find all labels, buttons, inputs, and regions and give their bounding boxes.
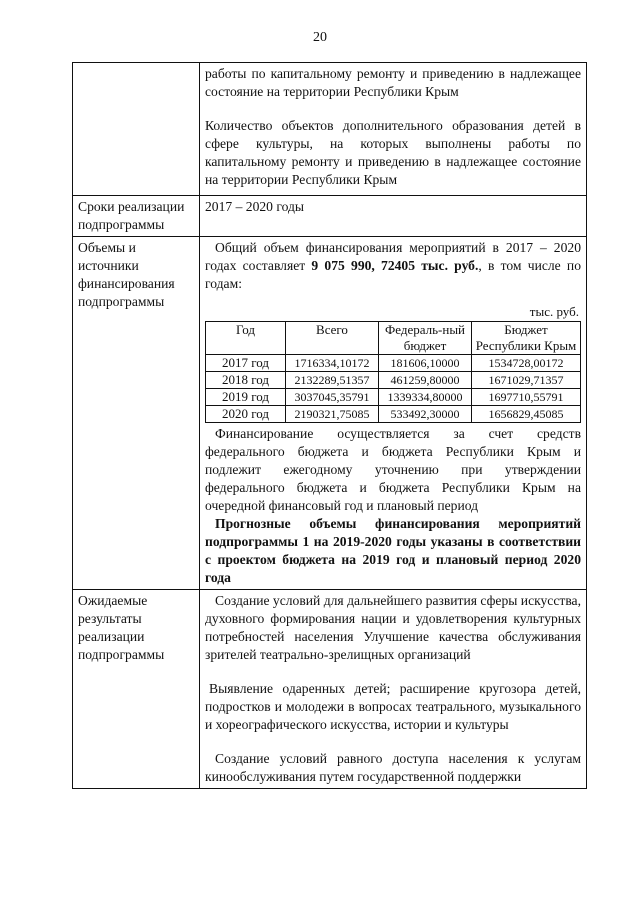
header-regional: Бюджет Республики Крым [472,322,581,355]
row-regional: 1671029,71357 [472,372,581,389]
target-indicator-2: Количество объектов дополнительного образования детей в сфере культуры, на которых выполнены работы по капитальному ремонту и приведению в надлежащее состояние на территории Республики Крым [205,118,581,187]
header-year: Год [206,322,286,355]
result-paragraph-3: Создание условий равного доступа населения к услугам кинообслуживания путем государственной поддержки [205,751,581,784]
funding-by-year-table [205,321,581,423]
row-federal: 1339334,80000 [379,389,472,406]
table-row [206,406,581,423]
target-indicator-1: работы по капитальному ремонту и приведению в надлежащее состояние на территории Республики Крым [205,66,581,99]
header-total: Всего [286,322,379,355]
funding-intro-start: Общий объем финансирования мероприятий в 2017 – 2020 годах составляет [205,240,581,273]
results-value-cell [200,590,587,789]
row-year: 2020 год [206,406,286,423]
row-federal: 181606,10000 [379,355,472,372]
row-year: 2017 год [206,355,286,372]
funding-intro [205,239,581,293]
row-regional: 1697710,55791 [472,389,581,406]
table-row [206,355,581,372]
row-total: 2132289,51357 [286,372,379,389]
funding-forecast-note: Прогнозные объемы финансирования мероприятий подпрограммы 1 на 2019-2020 годы указаны в соответствии с проектом бюджета на 2019 год и плановый период 2020 года [205,516,581,585]
row-total: 1716334,10172 [286,355,379,372]
row-year: 2018 год [206,372,286,389]
row-results [73,590,587,789]
period-label: Сроки реализации подпрограммы [73,196,200,237]
funding-note: Финансирование осуществляется за счет средств федерального бюджета и бюджета Республики Крым и подлежит ежегодному уточнению при утверждении федерального бюджета и бюджета Республики Крым на очередной финансовый год и плановый период [205,426,581,513]
table-row [206,389,581,406]
table-row [206,372,581,389]
row-period [73,196,587,237]
row-total: 2190321,75085 [286,406,379,423]
row-federal: 461259,80000 [379,372,472,389]
row-total: 3037045,35791 [286,389,379,406]
funding-value-cell [200,237,587,590]
result-paragraph-1: Создание условий для дальнейшего развития сферы искусства, духовного формирования нации и удовлетворения культурных потребностей населения Улучшение качества обслуживания зрителей театрально-зрелищных организаций [205,593,581,662]
funding-label: Объемы и источники финансирования подпрограммы [73,237,200,590]
funding-units: тыс. руб. [529,304,579,319]
result-paragraph-2: Выявление одаренных детей; расширение кругозора детей, подростков и молодежи в вопросах театрального, музыкального и хореографического искусства, истории и культуры [205,681,581,732]
funding-total-amount: 9 075 990, 72405 тыс. руб. [311,258,479,273]
row-regional: 1534728,00172 [472,355,581,372]
row-regional: 1656829,45085 [472,406,581,423]
period-value: 2017 – 2020 годы [200,196,587,237]
header-federal: Федераль-ный бюджет [379,322,472,355]
targets-value-cell [200,63,587,196]
results-label: Ожидаемые результаты реализации подпрограммы [73,590,200,789]
row-funding [73,237,587,590]
funding-intro-end: , в том числе по годам: [205,258,582,291]
subprogram-passport-table [72,62,587,789]
row-federal: 533492,30000 [379,406,472,423]
page-number: 20 [313,30,327,45]
row-year: 2019 год [206,389,286,406]
targets-label-cell [73,63,200,196]
row-targets-continued [73,63,587,196]
funding-table-header [206,322,581,355]
